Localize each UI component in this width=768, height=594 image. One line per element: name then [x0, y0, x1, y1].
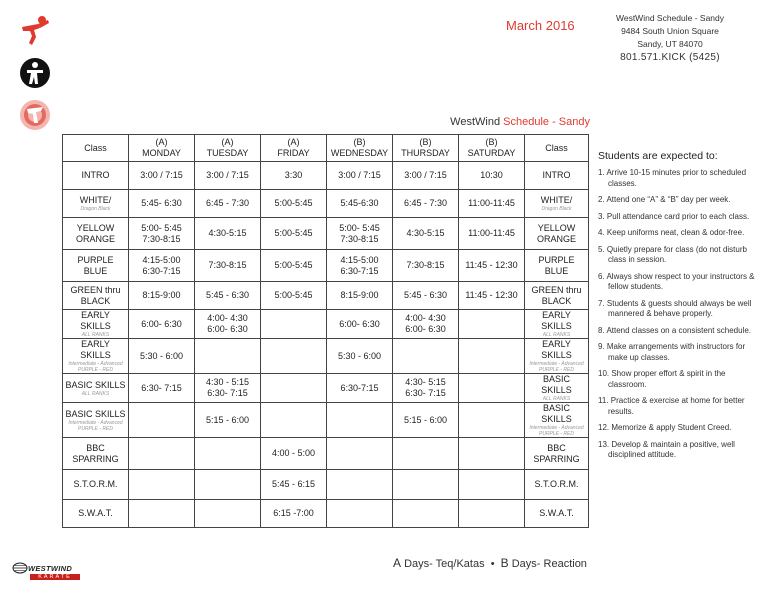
- time-cell: 8:15-9:00: [129, 282, 195, 310]
- time-cell: 3:00 / 7:15: [393, 162, 459, 190]
- address-line-2: 9484 South Union Square: [621, 26, 719, 36]
- day-header: [393, 135, 459, 162]
- class-rank-note: Intermediate - Advanced PURPLE - RED: [68, 419, 123, 432]
- time-cell: [459, 339, 525, 374]
- class-name: YELLOW ORANGE: [75, 222, 115, 244]
- table-row: [63, 162, 589, 190]
- time-cell: [327, 500, 393, 528]
- rule-item: 3. Pull attendance card prior to each class.: [598, 211, 750, 221]
- time-cell: 5:00- 5:45 7:30-8:15: [129, 218, 195, 250]
- time-cell: [459, 500, 525, 528]
- class-name-cell-left: [63, 403, 129, 438]
- time-cell: 11:00-11:45: [459, 218, 525, 250]
- westwind-karate-logo: [12, 562, 86, 580]
- time-cell: 6:00- 6:30: [327, 310, 393, 339]
- address-line-3: Sandy, UT 84070: [637, 39, 703, 49]
- class-name: BBC SPARRING: [533, 442, 580, 464]
- brand-tag: KARATE: [30, 574, 80, 580]
- day-name: THURSDAY: [401, 148, 450, 158]
- time-cell: [393, 438, 459, 470]
- time-cell: 4:00 - 5:00: [261, 438, 327, 470]
- time-cell: [393, 500, 459, 528]
- day-tag: (A): [155, 137, 168, 147]
- class-name-cell-right: [525, 470, 589, 500]
- rule-item: 9. Make arrangements with instructors for make up classes.: [598, 342, 746, 362]
- class-name: EARLY SKILLS: [80, 310, 111, 331]
- class-name: S.W.A.T.: [539, 508, 574, 518]
- time-cell: 6:45 - 7:30: [195, 190, 261, 218]
- b-day-letter: B: [500, 556, 509, 570]
- day-tag: (B): [419, 137, 432, 147]
- table-row: [63, 250, 589, 282]
- rule-item: 13. Develop & maintain a positive, well disciplined attitude.: [598, 439, 735, 459]
- time-cell: 4:30 - 5:15 6:30- 7:15: [195, 374, 261, 403]
- subtitle-brand: WestWind: [450, 116, 504, 128]
- time-cell: [327, 403, 393, 438]
- class-name-cell-left: [63, 282, 129, 310]
- target-emblem-icon: [18, 98, 52, 132]
- time-cell: [459, 310, 525, 339]
- day-legend: [393, 556, 587, 570]
- rule-item: 12. Memorize & apply Student Creed.: [598, 423, 732, 432]
- time-cell: 11:45 - 12:30: [459, 250, 525, 282]
- time-cell: 7:30-8:15: [195, 250, 261, 282]
- class-name: GREEN thru BLACK: [70, 284, 121, 306]
- class-name-cell-right: [525, 438, 589, 470]
- time-cell: [327, 438, 393, 470]
- time-cell: 5:45- 6:30: [129, 190, 195, 218]
- time-cell: [129, 470, 195, 500]
- time-cell: [393, 470, 459, 500]
- class-header-right: Class: [525, 135, 589, 162]
- rule-item: 2. Attend one “A” & “B” day per week.: [598, 195, 731, 204]
- day-header: [261, 135, 327, 162]
- time-cell: 11:00-11:45: [459, 190, 525, 218]
- time-cell: 8:15-9:00: [327, 282, 393, 310]
- time-cell: 4:15-5:00 6:30-7:15: [129, 250, 195, 282]
- time-cell: 5:00-5:45: [261, 190, 327, 218]
- time-cell: [459, 403, 525, 438]
- class-name: PURPLE BLUE: [77, 254, 114, 276]
- table-row: [63, 500, 589, 528]
- kicker-figure-icon: [18, 14, 52, 48]
- day-tag: (B): [353, 137, 366, 147]
- class-name: BASIC SKILLS: [65, 408, 126, 419]
- class-name: INTRO: [542, 170, 571, 180]
- class-rank-note: Dragon Black: [541, 206, 572, 212]
- rules-list: [598, 168, 766, 461]
- day-name: MONDAY: [142, 148, 181, 158]
- time-cell: 5:45-6:30: [327, 190, 393, 218]
- class-rank-note: Intermediate - Advanced PURPLE - RED: [529, 361, 584, 373]
- time-cell: 3:30: [261, 162, 327, 190]
- time-cell: 5:45 - 6:30: [195, 282, 261, 310]
- time-cell: 4:30-5:15: [195, 218, 261, 250]
- month-label: March 2016: [506, 18, 575, 33]
- time-cell: 10:30: [459, 162, 525, 190]
- yin-yang-figure-icon: [18, 56, 52, 90]
- table-row: [63, 374, 589, 403]
- time-cell: 6:30-7:15: [327, 374, 393, 403]
- class-name-cell-left: [63, 339, 129, 374]
- brand-word: WESTWIND: [28, 563, 73, 573]
- class-name-cell-left: [63, 500, 129, 528]
- schedule-table: [62, 134, 589, 528]
- class-name-cell-left: [63, 162, 129, 190]
- class-name: YELLOW ORANGE: [536, 222, 576, 244]
- time-cell: 5:45 - 6:15: [261, 470, 327, 500]
- table-row: [63, 403, 589, 438]
- class-name-cell-right: [525, 250, 589, 282]
- time-cell: 3:00 / 7:15: [195, 162, 261, 190]
- class-name: S.T.O.R.M.: [534, 479, 579, 489]
- time-cell: [459, 374, 525, 403]
- class-name-cell-left: [63, 250, 129, 282]
- class-name-cell-left: [63, 438, 129, 470]
- rule-item: 1. Arrive 10-15 minutes prior to scheduled classes.: [598, 168, 747, 188]
- class-name-cell-left: [63, 218, 129, 250]
- globe-icon: [12, 562, 28, 574]
- class-name-cell-right: [525, 282, 589, 310]
- rule-item: 7. Students & guests should always be well mannered & behave properly.: [598, 298, 752, 318]
- day-tag: (A): [221, 137, 234, 147]
- time-cell: 5:30 - 6:00: [129, 339, 195, 374]
- time-cell: 3:00 / 7:15: [129, 162, 195, 190]
- day-name: TUESDAY: [206, 148, 249, 158]
- day-tag: (B): [485, 137, 498, 147]
- class-name: BASIC SKILLS: [65, 379, 126, 390]
- day-name: SATURDAY: [467, 148, 516, 158]
- day-name: WEDNESDAY: [330, 148, 389, 158]
- legend-separator: •: [484, 558, 501, 570]
- class-rank-note: Intermediate - Advanced PURPLE - RED: [529, 425, 584, 437]
- table-row: [63, 218, 589, 250]
- class-name: EARLY SKILLS: [541, 339, 572, 360]
- class-name: BASIC SKILLS: [541, 374, 572, 395]
- a-day-text: Days- Teq/Katas: [401, 558, 485, 570]
- class-name-cell-right: [525, 190, 589, 218]
- time-cell: [129, 403, 195, 438]
- time-cell: 6:30- 7:15: [129, 374, 195, 403]
- time-cell: [195, 470, 261, 500]
- class-name: PURPLE BLUE: [538, 254, 575, 276]
- class-name: WHITE/: [540, 195, 573, 205]
- time-cell: 5:00- 5:45 7:30-8:15: [327, 218, 393, 250]
- class-name: S.W.A.T.: [78, 508, 113, 518]
- class-name-cell-right: [525, 374, 589, 403]
- class-rank-note: Dragon Black: [80, 206, 111, 212]
- class-name-cell-left: [63, 310, 129, 339]
- table-row: [63, 190, 589, 218]
- time-cell: 7:30-8:15: [393, 250, 459, 282]
- time-cell: 5:15 - 6:00: [195, 403, 261, 438]
- time-cell: 5:00-5:45: [261, 250, 327, 282]
- class-name: INTRO: [81, 170, 110, 180]
- time-cell: 6:45 - 7:30: [393, 190, 459, 218]
- rule-item: 5. Quietly prepare for class (do not disturb class in session.: [598, 244, 747, 264]
- rules-heading: Students are expected to:: [598, 150, 718, 162]
- address-line-1: WestWind Schedule - Sandy: [615, 13, 725, 23]
- table-row: [63, 438, 589, 470]
- time-cell: 5:45 - 6:30: [393, 282, 459, 310]
- rule-item: 4. Keep uniforms neat, clean & odor-free.: [598, 228, 745, 237]
- time-cell: [195, 339, 261, 374]
- class-name-cell-right: [525, 310, 589, 339]
- rule-item: 11. Practice & exercise at home for better results.: [598, 396, 745, 416]
- time-cell: [129, 500, 195, 528]
- time-cell: 5:15 - 6:00: [393, 403, 459, 438]
- class-name: S.T.O.R.M.: [73, 479, 118, 489]
- class-rank-note: ALL RANKS: [542, 332, 571, 338]
- class-name-cell-right: [525, 218, 589, 250]
- time-cell: [195, 438, 261, 470]
- logo-column: [18, 14, 58, 140]
- table-row: [63, 339, 589, 374]
- day-tag: (A): [287, 137, 300, 147]
- class-name-cell-right: [525, 500, 589, 528]
- class-name: EARLY SKILLS: [80, 339, 111, 360]
- time-cell: 4:00- 4:30 6:00- 6:30: [195, 310, 261, 339]
- time-cell: 4:30- 5:15 6:30- 7:15: [393, 374, 459, 403]
- class-rank-note: Intermediate - Advanced PURPLE - RED: [68, 361, 123, 373]
- class-name-cell-left: [63, 470, 129, 500]
- class-rank-note: ALL RANKS: [81, 390, 110, 397]
- subtitle-location: Schedule - Sandy: [503, 116, 590, 128]
- time-cell: 5:30 - 6:00: [327, 339, 393, 374]
- day-name: FRIDAY: [277, 148, 310, 158]
- table-row: [63, 470, 589, 500]
- class-name: BASIC SKILLS: [541, 403, 572, 424]
- class-name-cell-right: [525, 162, 589, 190]
- class-name: GREEN thru BLACK: [531, 284, 582, 306]
- class-name-cell-right: [525, 403, 589, 438]
- class-name-cell-left: [63, 374, 129, 403]
- time-cell: 4:00- 4:30 6:00- 6:30: [393, 310, 459, 339]
- schedule-subtitle: [430, 116, 590, 128]
- table-row: [63, 310, 589, 339]
- class-name-cell-left: [63, 190, 129, 218]
- class-name-cell-right: [525, 339, 589, 374]
- a-day-letter: A: [393, 556, 402, 570]
- rule-item: 6. Always show respect to your instructors & fellow students.: [598, 271, 755, 291]
- time-cell: 3:00 / 7:15: [327, 162, 393, 190]
- rule-item: 10. Show proper effort & spirit in the classroom.: [598, 369, 726, 389]
- class-rank-note: ALL RANKS: [542, 396, 571, 402]
- time-cell: [459, 470, 525, 500]
- time-cell: [459, 438, 525, 470]
- time-cell: [393, 339, 459, 374]
- time-cell: 4:15-5:00 6:30-7:15: [327, 250, 393, 282]
- time-cell: [195, 500, 261, 528]
- class-name: WHITE/: [79, 195, 112, 205]
- time-cell: 4:30-5:15: [393, 218, 459, 250]
- time-cell: [261, 403, 327, 438]
- b-day-text: Days- Reaction: [508, 558, 587, 570]
- schedule-body: [63, 162, 589, 528]
- phone-number: 801.571.KICK (5425): [620, 52, 720, 63]
- time-cell: [261, 339, 327, 374]
- day-header: [459, 135, 525, 162]
- time-cell: [261, 310, 327, 339]
- time-cell: 6:15 -7:00: [261, 500, 327, 528]
- day-header: [195, 135, 261, 162]
- rule-item: 8. Attend classes on a consistent schedule.: [598, 325, 751, 335]
- address-block: [600, 12, 740, 64]
- schedule-header-row: [63, 135, 589, 162]
- time-cell: 11:45 - 12:30: [459, 282, 525, 310]
- time-cell: [261, 374, 327, 403]
- class-name: EARLY SKILLS: [541, 310, 572, 331]
- time-cell: [327, 470, 393, 500]
- class-name: BBC SPARRING: [72, 442, 119, 464]
- day-header: [327, 135, 393, 162]
- time-cell: 5:00-5:45: [261, 218, 327, 250]
- student-rules: [598, 150, 766, 467]
- day-header: [129, 135, 195, 162]
- time-cell: 6:00- 6:30: [129, 310, 195, 339]
- time-cell: 5:00-5:45: [261, 282, 327, 310]
- time-cell: [129, 438, 195, 470]
- table-row: [63, 282, 589, 310]
- class-header-left: Class: [63, 135, 129, 162]
- class-rank-note: ALL RANKS: [81, 332, 110, 338]
